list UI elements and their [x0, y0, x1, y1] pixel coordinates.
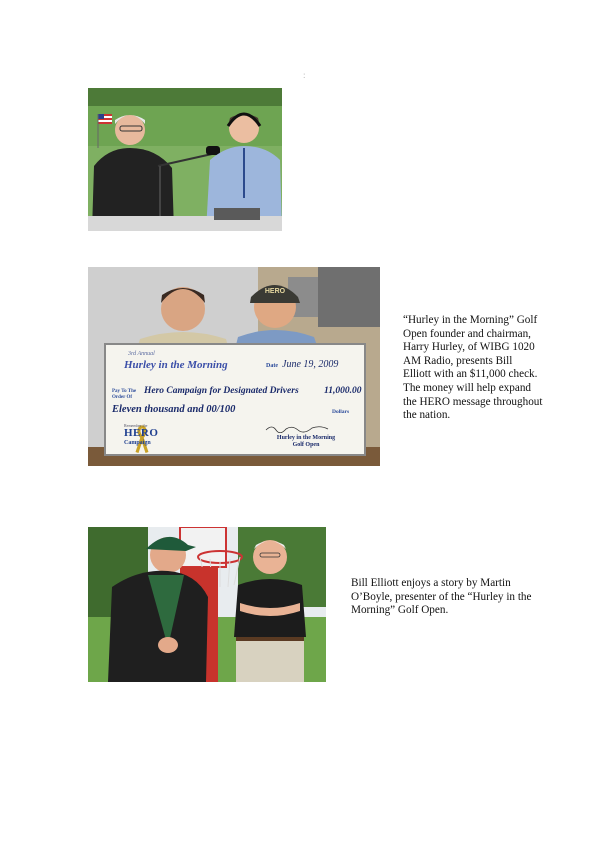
hat-logo-text: HERO	[264, 288, 286, 295]
check-signer: Hurley in the Morning Golf Open	[276, 435, 336, 448]
page-mark: :	[303, 70, 306, 80]
check-amount-words: Eleven thousand and 00/100	[112, 404, 236, 415]
check-pay-label: Pay To The Order Of	[112, 389, 137, 400]
radio-booth-photo	[88, 88, 282, 231]
check-signature	[264, 423, 334, 433]
check-event-title: Hurley in the Morning	[124, 359, 228, 371]
check	[104, 343, 366, 456]
check-dollars-label: Dollars	[332, 409, 350, 415]
check-amount: 11,000.00	[324, 386, 362, 396]
golf-caption: Bill Elliott enjoys a story by Martin O’Boyle, presenter of the “Hurley in the Morning” Golf Open.	[351, 577, 532, 617]
check-payee: Hero Campaign for Designated Drivers	[144, 386, 299, 396]
check-date-value: June 19, 2009	[282, 359, 339, 370]
check-caption: “Hurley in the Morning” Golf Open founder and chairman, Harry Hurley, of WIBG 1020 AM Radio, presents Bill Elliott with an $11,000 check. The money will help expand the HERO message throughout the nation.	[403, 314, 543, 422]
check-event-small: 3rd Annual	[128, 351, 155, 357]
check-presentation-photo	[88, 267, 380, 466]
golf-course-photo	[88, 527, 326, 682]
hero-logo: Remember the HERO Campaign	[112, 423, 172, 453]
check-date-label: Date	[266, 363, 278, 369]
